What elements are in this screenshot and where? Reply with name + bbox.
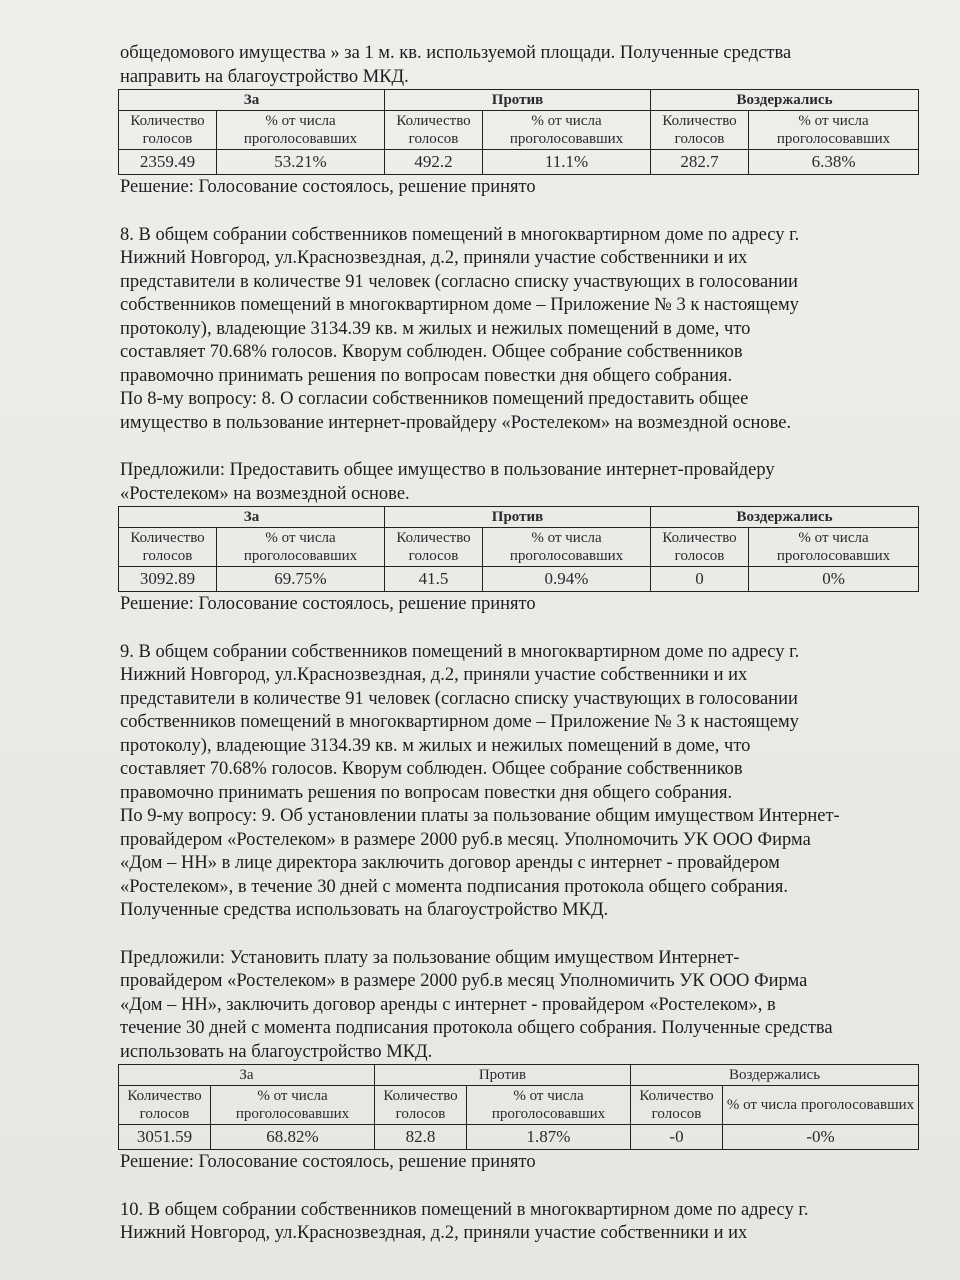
za-count-cell: 3051.59: [119, 1125, 211, 1150]
protiv-count-cell: 82.8: [375, 1125, 467, 1150]
text-line: правомочно принимать решения по вопросам повестки дня общего собрания.: [120, 365, 733, 386]
text-line: составляет 70.68% голосов. Кворум соблюден. Общее собрание собственников: [120, 759, 743, 779]
text-line: По 9-му вопросу: 9. Об установлении платы за пользование общим имуществом Интернет-: [120, 806, 840, 826]
text-line: провайдером «Ростелеком» в размере 2000 руб.в месяц. Уполномочить УК ООО Фирма: [120, 829, 811, 850]
text-line: «Ростелеком» на возмездной основе.: [120, 483, 410, 504]
header-count: Количество голосов: [651, 111, 749, 150]
text-line: По 8-му вопросу: 8. О согласии собственников помещений предоставить общее: [120, 389, 749, 409]
text-line: «Дом – НН», заключить договор аренды с интернет - провайдером «Ростелеком», в: [120, 994, 776, 1015]
protiv-pct-cell: 1.87%: [467, 1125, 631, 1150]
za-count-cell: 3092.89: [119, 567, 217, 592]
text-line: Полученные средства использовать на благоустройство МКД.: [120, 900, 609, 920]
text-line: составляет 70.68% голосов. Кворум соблюден. Общее собрание собственников: [120, 342, 743, 362]
header-pct: % от числа проголосовавших: [217, 528, 385, 567]
header-vozderzh: Воздержались: [651, 507, 919, 528]
vozderzh-pct-cell: 0%: [749, 567, 919, 592]
header-count: Количество голосов: [631, 1086, 723, 1125]
text-line: имущество в пользование интернет-провайдеру «Ростелеком» на возмездной основе.: [120, 412, 792, 433]
vote-table-1: [118, 89, 919, 175]
header-pct: % от числа проголосовавших: [217, 111, 385, 150]
text-line: представители в количестве 91 человек (согласно списку участвующих в голосовании: [120, 271, 798, 292]
text-line: правомочно принимать решения по вопросам повестки дня общего собрания.: [120, 782, 733, 803]
text-line: Нижний Новгород, ул.Краснозвездная, д.2, приняли участие собственники и их: [120, 248, 748, 268]
question-8-paragraph: [120, 224, 900, 436]
decision-line: Решение: Голосование состоялось, решение принято: [120, 1152, 536, 1172]
text-line: протоколу), владеющие 3134.39 кв. м жилых и нежилых помещений в доме, что: [120, 735, 751, 756]
header-count: Количество голосов: [385, 528, 483, 567]
text-line: представители в количестве 91 человек (согласно списку участвующих в голосовании: [120, 688, 798, 709]
header-za: За: [119, 507, 385, 528]
protiv-pct-cell: 11.1%: [483, 150, 651, 175]
proposal-8: [120, 459, 900, 506]
protiv-count-cell: 492.2: [385, 150, 483, 175]
text-line: 8. В общем собрании собственников помещений в многоквартирном доме по адресу г.: [120, 224, 800, 245]
text-line: собственников помещений в многоквартирном доме – Приложение № 3 к настоящему: [120, 295, 799, 315]
za-pct-cell: 68.82%: [211, 1125, 375, 1150]
za-pct-cell: 69.75%: [217, 567, 385, 592]
protiv-count-cell: 41.5: [385, 567, 483, 592]
proposal-9: [120, 947, 900, 1065]
vozderzh-count-cell: 282.7: [651, 150, 749, 175]
header-vozderzh: Воздержались: [631, 1065, 919, 1086]
vozderzh-pct-cell: -0%: [723, 1125, 919, 1150]
header-count: Количество голосов: [375, 1086, 467, 1125]
text-line: Нижний Новгород, ул.Краснозвездная, д.2, приняли участие собственники и их: [120, 665, 748, 685]
za-count-cell: 2359.49: [119, 150, 217, 175]
text-line: Нижний Новгород, ул.Краснозвездная, д.2, приняли участие собственники и их: [120, 1223, 748, 1243]
vote-table-2: [118, 506, 919, 592]
header-vozderzh: Воздержались: [651, 90, 919, 111]
header-count: Количество голосов: [651, 528, 749, 567]
header-za: За: [119, 1065, 375, 1086]
question-9-paragraph: [120, 641, 900, 923]
protiv-pct-cell: 0.94%: [483, 567, 651, 592]
header-pct: % от числа проголосовавших: [749, 111, 919, 150]
text-line: «Ростелеком», в течение 30 дней с момента подписания протокола общего собрания.: [120, 876, 788, 897]
header-count: Количество голосов: [385, 111, 483, 150]
header-protiv: Против: [375, 1065, 631, 1086]
text-line: протоколу), владеющие 3134.39 кв. м жилых и нежилых помещений в доме, что: [120, 318, 751, 339]
vozderzh-pct-cell: 6.38%: [749, 150, 919, 175]
header-pct: % от числа проголосовавших: [467, 1086, 631, 1125]
text-line: 10. В общем собрании собственников помещений в многоквартирном доме по адресу г.: [120, 1199, 809, 1220]
intro-paragraph: [120, 42, 900, 89]
header-protiv: Против: [385, 507, 651, 528]
decision-line: Решение: Голосование состоялось, решение принято: [120, 177, 536, 197]
vozderzh-count-cell: 0: [651, 567, 749, 592]
text-line: провайдером «Ростелеком» в размере 2000 руб.в месяц Уполномичить УК ООО Фирма: [120, 971, 808, 991]
text-line: собственников помещений в многоквартирном доме – Приложение № 3 к настоящему: [120, 712, 799, 732]
text-line: общедомового имущества » за 1 м. кв. используемой площади. Полученные средства: [120, 43, 792, 63]
text-line: «Дом – НН» в лице директора заключить договор аренды с интернет - провайдером: [120, 853, 780, 873]
text-line: Предложили: Предоставить общее имущество в пользование интернет-провайдеру: [120, 460, 775, 480]
text-line: Предложили: Установить плату за пользование общим имуществом Интернет-: [120, 947, 740, 968]
header-pct: % от числа проголосовавших: [749, 528, 919, 567]
header-pct: % от числа проголосовавших: [211, 1086, 375, 1125]
header-pct: % от числа проголосовавших: [483, 528, 651, 567]
header-count: Количество голосов: [119, 1086, 211, 1125]
header-pct: % от числа проголосовавших: [483, 111, 651, 150]
za-pct-cell: 53.21%: [217, 150, 385, 175]
text-line: 9. В общем собрании собственников помещений в многоквартирном доме по адресу г.: [120, 641, 800, 662]
question-10-paragraph: [120, 1199, 900, 1246]
header-count: Количество голосов: [119, 528, 217, 567]
header-za: За: [119, 90, 385, 111]
header-pct: % от числа проголосовавших: [723, 1086, 919, 1125]
text-line: использовать на благоустройство МКД.: [120, 1041, 433, 1062]
header-count: Количество голосов: [119, 111, 217, 150]
vozderzh-count-cell: -0: [631, 1125, 723, 1150]
text-line: направить на благоустройство МКД.: [120, 66, 409, 87]
vote-table-3: [118, 1064, 919, 1150]
decision-line: Решение: Голосование состоялось, решение принято: [120, 594, 536, 614]
header-protiv: Против: [385, 90, 651, 111]
text-line: течение 30 дней с момента подписания протокола общего собрания. Полученные средства: [120, 1018, 833, 1038]
